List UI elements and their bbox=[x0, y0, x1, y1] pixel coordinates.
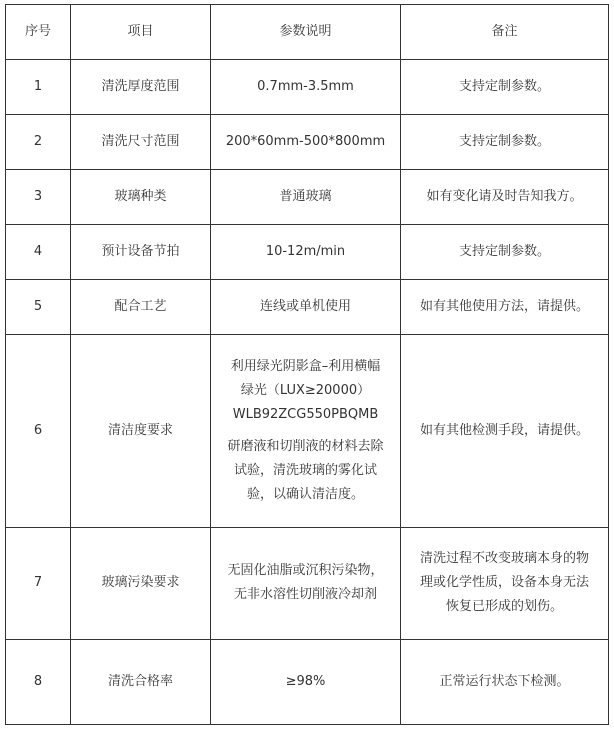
header-item: 项目 bbox=[71, 5, 211, 60]
row-item: 配合工艺 bbox=[71, 280, 211, 335]
table-row bbox=[6, 527, 609, 639]
row-param bbox=[211, 335, 401, 527]
table-header-row bbox=[6, 5, 609, 60]
spec-table bbox=[5, 4, 609, 725]
table-row bbox=[6, 225, 609, 280]
param-line: 绿光（LUX≥20000） bbox=[240, 383, 371, 398]
header-no: 序号 bbox=[6, 5, 71, 60]
row-param: 普通玻璃 bbox=[211, 170, 401, 225]
row-no: 8 bbox=[6, 639, 71, 724]
row-note: 如有其他检测手段，请提供。 bbox=[401, 335, 609, 527]
row-no: 1 bbox=[6, 60, 71, 115]
param-line: 研磨液和切削液的材料去除 bbox=[227, 439, 384, 454]
row-note: 正常运行状态下检测。 bbox=[401, 639, 609, 724]
row-no: 3 bbox=[6, 170, 71, 225]
row-note: 支持定制参数。 bbox=[401, 225, 609, 280]
table-row bbox=[6, 170, 609, 225]
row-param: 200*60mm-500*800mm bbox=[211, 115, 401, 170]
param-line: 利用绿光阴影盒–利用横幅 bbox=[230, 359, 381, 374]
param-line: 无固化油脂或沉积污染物， bbox=[227, 563, 384, 579]
row-item: 预计设备节拍 bbox=[71, 225, 211, 280]
table-row bbox=[6, 280, 609, 335]
row-item: 清洁度要求 bbox=[71, 335, 211, 527]
row-item: 清洗尺寸范围 bbox=[71, 115, 211, 170]
row-param: ≥98% bbox=[211, 639, 401, 724]
row-note: 如有变化请及时告知我方。 bbox=[401, 170, 609, 225]
row-item: 玻璃种类 bbox=[71, 170, 211, 225]
row-item: 清洗厚度范围 bbox=[71, 60, 211, 115]
header-note: 备注 bbox=[401, 5, 609, 60]
param-line: 无非水溶性切削液冷却剂 bbox=[233, 587, 377, 603]
row-note bbox=[401, 527, 609, 639]
row-param: 10-12m/min bbox=[211, 225, 401, 280]
row-param bbox=[211, 527, 401, 639]
row-note: 支持定制参数。 bbox=[401, 115, 609, 170]
row-param: 连线或单机使用 bbox=[211, 280, 401, 335]
row-note: 如有其他使用方法，请提供。 bbox=[401, 280, 609, 335]
row-no: 2 bbox=[6, 115, 71, 170]
row-no: 7 bbox=[6, 527, 71, 639]
param-line: 验，以确认清洁度。 bbox=[246, 487, 364, 502]
table-row bbox=[6, 335, 609, 527]
param-line: 试验，清洗玻璃的雾化试 bbox=[233, 463, 377, 478]
table-row bbox=[6, 60, 609, 115]
note-line: 恢复已形成的划伤。 bbox=[445, 599, 563, 615]
table-row bbox=[6, 115, 609, 170]
note-line: 清洗过程不改变玻璃本身的物 bbox=[419, 551, 589, 567]
param-line: WLB92ZCG550PBQMB bbox=[232, 407, 379, 422]
row-no: 4 bbox=[6, 225, 71, 280]
row-param: 0.7mm-3.5mm bbox=[211, 60, 401, 115]
row-item: 清洗合格率 bbox=[71, 639, 211, 724]
row-note: 支持定制参数。 bbox=[401, 60, 609, 115]
row-item: 玻璃污染要求 bbox=[71, 527, 211, 639]
table-row bbox=[6, 639, 609, 724]
note-line: 理或化学性质，设备本身无法 bbox=[419, 575, 589, 591]
header-param: 参数说明 bbox=[211, 5, 401, 60]
row-no: 5 bbox=[6, 280, 71, 335]
row-no: 6 bbox=[6, 335, 71, 527]
